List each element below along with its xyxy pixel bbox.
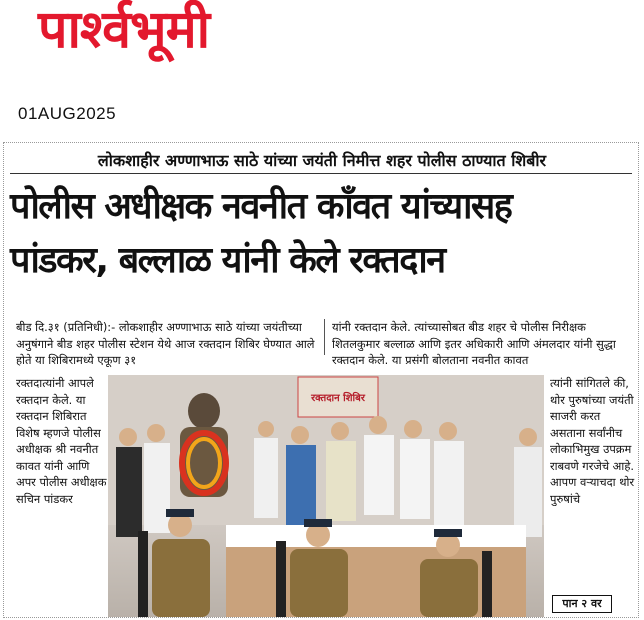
intro-paragraph-right: यांनी रक्तदान केले. त्यांच्यासोबत बीड शहर चे पोलीस निरीक्षक शितलकुमार बल्लाळ आणि इतर अधिकारी आणि अंमलदार यांनी सुद्धा रक्तदान केले. या प्रसंगी बोलताना नवनीत कावत xyxy=(332,320,616,367)
continued-on-page-2: पान २ वर xyxy=(552,595,612,613)
headline-line-2: पांडकर, बल्लाळ यांनी केले रक्तदान xyxy=(10,240,445,281)
intro-paragraph-left: बीड दि.३१ (प्रतिनिधी):- लोकशाहीर अण्णाभाऊ साठे यांच्या जयंतीच्या अनुषंगाने बीड शहर पोलीस स्टेशन येथे आज रक्तदान शिबिर घेण्यात आले होते या शिबिरामध्ये एकूण ३१ xyxy=(16,320,315,367)
column-divider xyxy=(324,319,325,355)
publication-date: 01AUG2025 xyxy=(18,104,117,123)
headline-line-1: पोलीस अधीक्षक नवनीत काँवत यांच्यासह xyxy=(10,186,512,227)
left-text-column: रक्तदात्यांनी आपले रक्तदान केले. या रक्तदान शिबिरात विशेष म्हणजे पोलीस अधीक्षक श्री नवनीत कावत यांनी आणि अपर पोलीस अधीक्षक सचिन पांडकर xyxy=(16,376,107,506)
right-text-column: त्यांनी सांगितले की, थोर पुरुषांच्या जयंती साजरी करत असताना सर्वांनीच लोकाभिमुख उपक्रम राबवणे गरजेचे आहे. आपण वऱ्याचदा थोर पुरुषांचे xyxy=(550,376,635,506)
article-kicker: लोकशाहीर अण्णाभाऊ साठे यांच्या जयंती निमीत्त शहर पोलीस ठाण्यात शिबीर xyxy=(97,151,547,170)
news-clipping xyxy=(3,142,639,618)
masthead-logo: पार्श्वभूमी xyxy=(38,0,210,60)
photo-banner-text: रक्तदान शिबिर xyxy=(311,393,365,404)
kicker-divider xyxy=(10,173,632,174)
event-photo xyxy=(108,375,544,617)
